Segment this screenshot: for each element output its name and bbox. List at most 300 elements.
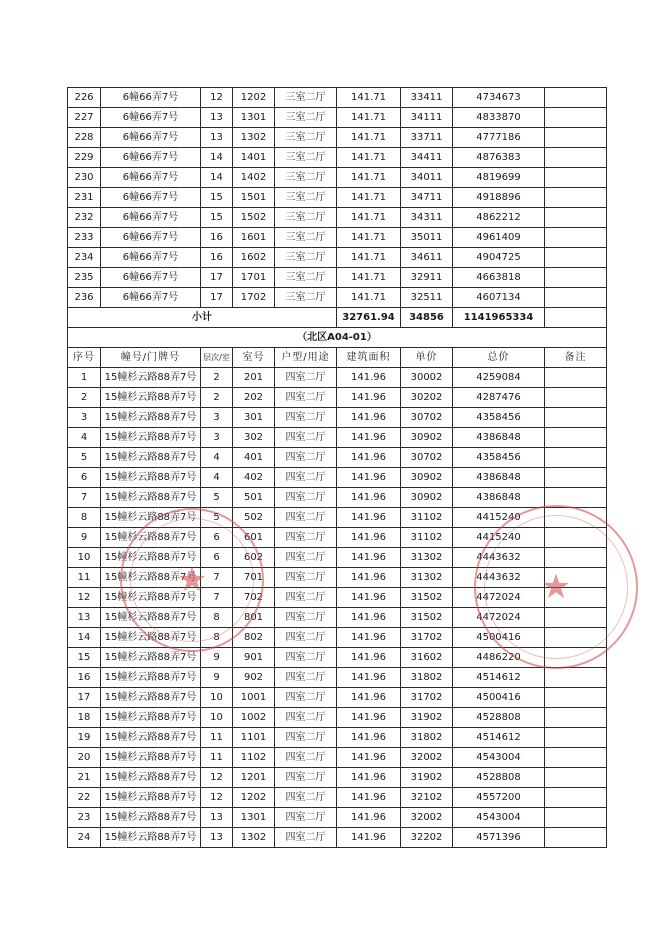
cell-floor: 4 [201,468,233,488]
cell-room: 1702 [233,288,275,308]
cell-total: 4819699 [453,168,545,188]
cell-unit-price: 30702 [401,408,453,428]
cell-area: 141.96 [337,648,401,668]
cell-floor: 12 [201,768,233,788]
cell-type: 四室二厅 [275,528,337,548]
table-row [68,428,607,448]
subtotal-area: 32761.94 [337,308,401,328]
cell-type: 四室二厅 [275,488,337,508]
cell-area: 141.96 [337,668,401,688]
cell-no: 13 [68,608,101,628]
cell-remark [545,768,607,788]
cell-building: 15幢杉云路88弄7号 [101,768,201,788]
cell-type: 四室二厅 [275,728,337,748]
cell-unit-price: 32002 [401,808,453,828]
cell-building: 15幢杉云路88弄7号 [101,668,201,688]
cell-floor: 3 [201,428,233,448]
cell-building: 15幢杉云路88弄7号 [101,588,201,608]
table-row [68,548,607,568]
table-row [68,688,607,708]
cell-remark [545,408,607,428]
cell-no: 2 [68,388,101,408]
cell-area: 141.96 [337,788,401,808]
cell-area: 141.96 [337,748,401,768]
cell-remark [545,428,607,448]
cell-no: 6 [68,468,101,488]
cell-area: 141.96 [337,828,401,848]
cell-total: 4358456 [453,448,545,468]
table-row [68,168,607,188]
cell-unit-price: 30902 [401,488,453,508]
cell-unit-price: 32911 [401,268,453,288]
cell-floor: 4 [201,448,233,468]
cell-no: 230 [68,168,101,188]
cell-no: 4 [68,428,101,448]
cell-floor: 7 [201,588,233,608]
cell-room: 1001 [233,688,275,708]
cell-building: 15幢杉云路88弄7号 [101,388,201,408]
cell-unit-price: 31902 [401,708,453,728]
cell-unit-price: 34611 [401,248,453,268]
cell-room: 1401 [233,148,275,168]
cell-building: 15幢杉云路88弄7号 [101,508,201,528]
table-row [68,268,607,288]
cell-room: 1101 [233,728,275,748]
cell-floor: 13 [201,828,233,848]
table-row [68,388,607,408]
cell-no: 228 [68,128,101,148]
cell-building: 6幢66弄7号 [101,268,201,288]
cell-total: 4543004 [453,808,545,828]
cell-area: 141.71 [337,108,401,128]
cell-no: 233 [68,228,101,248]
cell-unit-price: 34111 [401,108,453,128]
cell-no: 14 [68,628,101,648]
cell-total: 4472024 [453,588,545,608]
cell-room: 1602 [233,248,275,268]
cell-type: 四室二厅 [275,748,337,768]
cell-room: 801 [233,608,275,628]
table-row [68,728,607,748]
cell-floor: 2 [201,368,233,388]
cell-building: 15幢杉云路88弄7号 [101,468,201,488]
cell-remark [545,488,607,508]
cell-area: 141.96 [337,728,401,748]
cell-area: 141.96 [337,768,401,788]
cell-floor: 10 [201,708,233,728]
cell-type: 三室二厅 [275,188,337,208]
subtotal-total: 1141965334 [453,308,545,328]
cell-room: 1601 [233,228,275,248]
cell-remark [545,388,607,408]
header-building: 幢号/门牌号 [101,348,201,368]
cell-floor: 14 [201,168,233,188]
cell-room: 1202 [233,88,275,108]
table-row [68,668,607,688]
table-row [68,368,607,388]
cell-unit-price: 32002 [401,748,453,768]
subtotal-row [68,308,607,328]
cell-total: 4961409 [453,228,545,248]
cell-floor: 13 [201,108,233,128]
cell-building: 15幢杉云路88弄7号 [101,628,201,648]
cell-room: 1201 [233,768,275,788]
cell-floor: 17 [201,268,233,288]
cell-type: 四室二厅 [275,368,337,388]
cell-no: 229 [68,148,101,168]
cell-total: 4862212 [453,208,545,228]
cell-floor: 13 [201,128,233,148]
cell-building: 6幢66弄7号 [101,128,201,148]
cell-no: 22 [68,788,101,808]
cell-no: 15 [68,648,101,668]
cell-total: 4543004 [453,748,545,768]
cell-room: 1301 [233,108,275,128]
cell-unit-price: 35011 [401,228,453,248]
cell-type: 三室二厅 [275,148,337,168]
cell-type: 三室二厅 [275,208,337,228]
cell-unit-price: 30902 [401,428,453,448]
cell-unit-price: 32202 [401,828,453,848]
table-row [68,408,607,428]
cell-total: 4443632 [453,548,545,568]
cell-floor: 16 [201,228,233,248]
cell-building: 15幢杉云路88弄7号 [101,648,201,668]
cell-type: 三室二厅 [275,168,337,188]
cell-floor: 9 [201,668,233,688]
cell-type: 四室二厅 [275,388,337,408]
table-row [68,648,607,668]
cell-type: 三室二厅 [275,268,337,288]
table-row [68,528,607,548]
table-row [68,788,607,808]
cell-unit-price: 31502 [401,608,453,628]
cell-unit-price: 33411 [401,88,453,108]
cell-unit-price: 31102 [401,528,453,548]
cell-no: 235 [68,268,101,288]
cell-floor: 6 [201,548,233,568]
cell-remark [545,588,607,608]
cell-type: 三室二厅 [275,128,337,148]
cell-unit-price: 31302 [401,548,453,568]
cell-area: 141.96 [337,528,401,548]
cell-no: 9 [68,528,101,548]
cell-area: 141.96 [337,448,401,468]
cell-building: 15幢杉云路88弄7号 [101,548,201,568]
cell-floor: 11 [201,728,233,748]
cell-unit-price: 30002 [401,368,453,388]
cell-room: 202 [233,388,275,408]
price-list-sheet [67,87,606,848]
cell-type: 四室二厅 [275,668,337,688]
cell-room: 901 [233,648,275,668]
cell-room: 1002 [233,708,275,728]
cell-remark [545,108,607,128]
header-row [68,348,607,368]
subtotal-label: 小计 [68,308,337,328]
table-row [68,248,607,268]
cell-total: 4259084 [453,368,545,388]
cell-total: 4528808 [453,708,545,728]
cell-remark [545,188,607,208]
cell-remark [545,168,607,188]
cell-room: 1202 [233,788,275,808]
cell-no: 18 [68,708,101,728]
cell-total: 4514612 [453,668,545,688]
cell-type: 三室二厅 [275,108,337,128]
cell-type: 四室二厅 [275,568,337,588]
cell-floor: 5 [201,508,233,528]
cell-remark [545,828,607,848]
cell-unit-price: 31702 [401,628,453,648]
cell-area: 141.96 [337,388,401,408]
cell-unit-price: 32511 [401,288,453,308]
cell-remark [545,208,607,228]
cell-area: 141.71 [337,88,401,108]
cell-remark [545,608,607,628]
subtotal-remark [545,308,607,328]
cell-no: 8 [68,508,101,528]
cell-remark [545,788,607,808]
table-row [68,588,607,608]
cell-total: 4528808 [453,768,545,788]
cell-area: 141.96 [337,468,401,488]
cell-total: 4734673 [453,88,545,108]
cell-no: 232 [68,208,101,228]
cell-no: 227 [68,108,101,128]
table-row [68,288,607,308]
table-row [68,128,607,148]
cell-no: 16 [68,668,101,688]
cell-type: 四室二厅 [275,648,337,668]
cell-building: 15幢杉云路88弄7号 [101,708,201,728]
table-row [68,228,607,248]
cell-room: 1102 [233,748,275,768]
cell-area: 141.71 [337,168,401,188]
cell-remark [545,148,607,168]
header-room: 室号 [233,348,275,368]
cell-building: 15幢杉云路88弄7号 [101,528,201,548]
cell-type: 三室二厅 [275,228,337,248]
cell-unit-price: 31502 [401,588,453,608]
cell-building: 15幢杉云路88弄7号 [101,688,201,708]
section-title-row [68,328,607,348]
cell-room: 601 [233,528,275,548]
cell-total: 4287476 [453,388,545,408]
table-row [68,808,607,828]
cell-area: 141.96 [337,428,401,448]
header-remark: 备注 [545,348,607,368]
cell-room: 702 [233,588,275,608]
table-row [68,568,607,588]
cell-unit-price: 31702 [401,688,453,708]
cell-total: 4386848 [453,488,545,508]
header-no: 序号 [68,348,101,368]
cell-building: 15幢杉云路88弄7号 [101,448,201,468]
cell-unit-price: 31602 [401,648,453,668]
cell-area: 141.71 [337,208,401,228]
cell-area: 141.71 [337,288,401,308]
cell-room: 201 [233,368,275,388]
cell-total: 4500416 [453,628,545,648]
cell-building: 6幢66弄7号 [101,168,201,188]
table-row [68,828,607,848]
cell-area: 141.96 [337,488,401,508]
cell-remark [545,128,607,148]
cell-building: 6幢66弄7号 [101,148,201,168]
cell-building: 6幢66弄7号 [101,208,201,228]
cell-no: 231 [68,188,101,208]
cell-no: 20 [68,748,101,768]
section-title: （北区A04-01） [68,328,607,348]
cell-remark [545,648,607,668]
cell-no: 226 [68,88,101,108]
cell-remark [545,808,607,828]
cell-remark [545,228,607,248]
cell-room: 1302 [233,128,275,148]
cell-unit-price: 32102 [401,788,453,808]
cell-area: 141.96 [337,628,401,648]
cell-building: 15幢杉云路88弄7号 [101,748,201,768]
cell-no: 3 [68,408,101,428]
cell-remark [545,468,607,488]
cell-area: 141.96 [337,548,401,568]
header-type: 户型/用途 [275,348,337,368]
cell-floor: 3 [201,408,233,428]
cell-remark [545,708,607,728]
cell-total: 4386848 [453,468,545,488]
cell-area: 141.71 [337,228,401,248]
cell-unit-price: 31802 [401,668,453,688]
cell-no: 17 [68,688,101,708]
cell-unit-price: 31902 [401,768,453,788]
cell-remark [545,728,607,748]
cell-building: 15幢杉云路88弄7号 [101,728,201,748]
cell-total: 4500416 [453,688,545,708]
cell-unit-price: 31102 [401,508,453,528]
cell-total: 4876383 [453,148,545,168]
cell-floor: 11 [201,748,233,768]
cell-unit-price: 34711 [401,188,453,208]
cell-unit-price: 30902 [401,468,453,488]
cell-no: 19 [68,728,101,748]
cell-remark [545,528,607,548]
cell-floor: 17 [201,288,233,308]
cell-floor: 12 [201,88,233,108]
cell-area: 141.96 [337,508,401,528]
cell-type: 四室二厅 [275,688,337,708]
header-unit-price: 单价 [401,348,453,368]
price-table [67,87,607,848]
cell-remark [545,288,607,308]
cell-floor: 6 [201,528,233,548]
cell-remark [545,368,607,388]
cell-type: 四室二厅 [275,548,337,568]
cell-type: 四室二厅 [275,808,337,828]
table-row [68,608,607,628]
cell-type: 三室二厅 [275,288,337,308]
cell-type: 四室二厅 [275,408,337,428]
cell-building: 15幢杉云路88弄7号 [101,428,201,448]
cell-type: 三室二厅 [275,88,337,108]
cell-total: 4571396 [453,828,545,848]
cell-area: 141.96 [337,568,401,588]
cell-type: 三室二厅 [275,248,337,268]
cell-unit-price: 30702 [401,448,453,468]
header-area: 建筑面积 [337,348,401,368]
cell-building: 15幢杉云路88弄7号 [101,568,201,588]
cell-area: 141.71 [337,128,401,148]
cell-total: 4904725 [453,248,545,268]
cell-floor: 13 [201,808,233,828]
cell-remark [545,688,607,708]
cell-floor: 16 [201,248,233,268]
cell-type: 四室二厅 [275,588,337,608]
main-rows-body [68,368,607,848]
cell-remark [545,568,607,588]
table-row [68,448,607,468]
cell-area: 141.96 [337,688,401,708]
cell-no: 236 [68,288,101,308]
cell-no: 12 [68,588,101,608]
cell-floor: 15 [201,188,233,208]
cell-room: 802 [233,628,275,648]
cell-room: 301 [233,408,275,428]
cell-area: 141.96 [337,808,401,828]
table-row [68,768,607,788]
subtotal-unit-price: 34856 [401,308,453,328]
cell-room: 502 [233,508,275,528]
cell-type: 四室二厅 [275,828,337,848]
cell-remark [545,448,607,468]
cell-unit-price: 34411 [401,148,453,168]
cell-floor: 15 [201,208,233,228]
cell-type: 四室二厅 [275,508,337,528]
cell-total: 4386848 [453,428,545,448]
cell-building: 15幢杉云路88弄7号 [101,808,201,828]
cell-no: 23 [68,808,101,828]
table-row [68,468,607,488]
table-row [68,708,607,728]
cell-area: 141.96 [337,408,401,428]
cell-room: 1402 [233,168,275,188]
cell-type: 四室二厅 [275,768,337,788]
cell-total: 4358456 [453,408,545,428]
cell-area: 141.96 [337,588,401,608]
cell-total: 4777186 [453,128,545,148]
table-row [68,508,607,528]
cell-type: 四室二厅 [275,468,337,488]
cell-type: 四室二厅 [275,708,337,728]
table-row [68,488,607,508]
cell-building: 6幢66弄7号 [101,108,201,128]
cell-building: 15幢杉云路88弄7号 [101,368,201,388]
cell-building: 15幢杉云路88弄7号 [101,608,201,628]
cell-floor: 8 [201,608,233,628]
cell-building: 6幢66弄7号 [101,228,201,248]
cell-remark [545,268,607,288]
table-row [68,208,607,228]
cell-remark [545,508,607,528]
cell-area: 141.71 [337,188,401,208]
cell-type: 四室二厅 [275,448,337,468]
table-row [68,188,607,208]
cell-remark [545,548,607,568]
cell-room: 401 [233,448,275,468]
header-total: 总价 [453,348,545,368]
cell-floor: 10 [201,688,233,708]
cell-total: 4415240 [453,508,545,528]
